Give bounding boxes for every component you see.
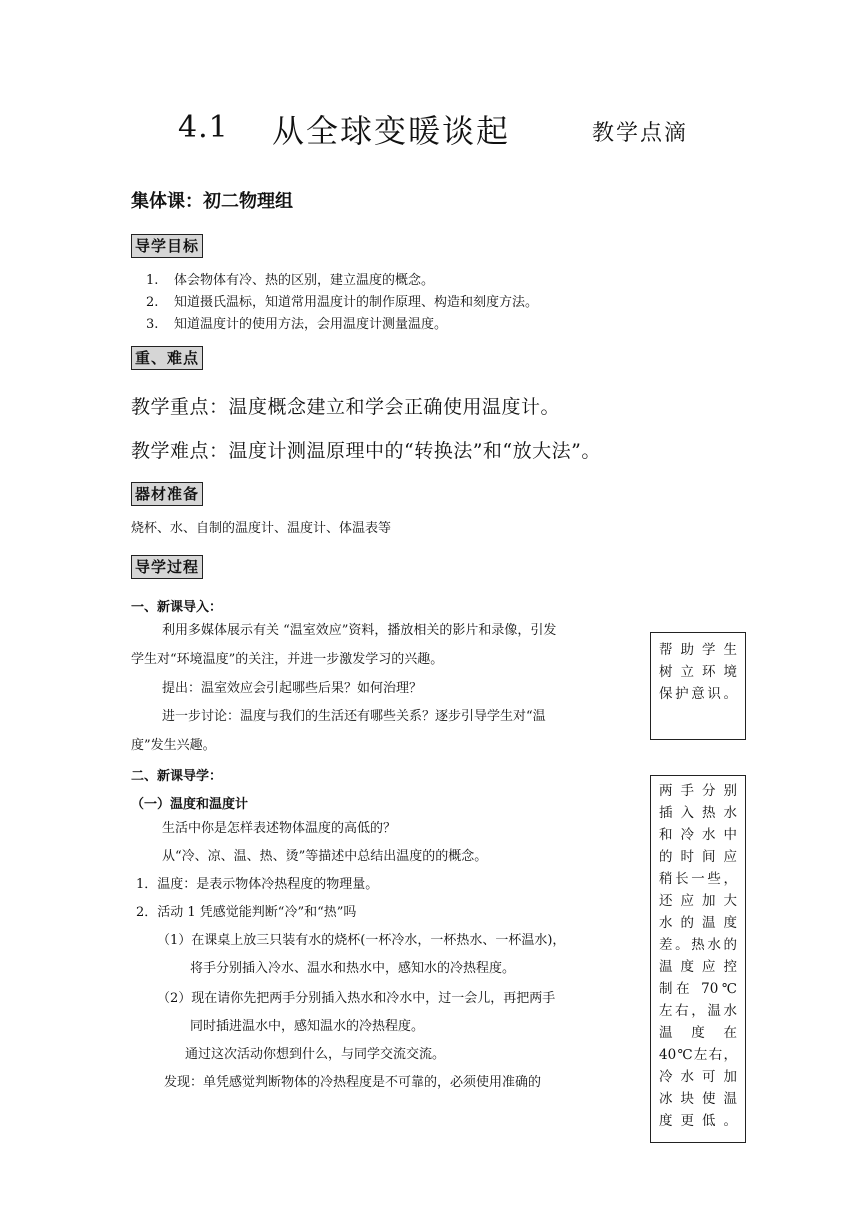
difficult-point: 教学难点：温度计测温原理中的“转换法”和“放大法”。 [131,440,601,462]
note-line: 温 度 在 [659,1025,737,1041]
note-line: 水的温度 [659,915,737,931]
note-line: 树立环境 [659,664,737,680]
note-line: 冰块使温 [659,1091,737,1107]
goal-text: 知道温度计的使用方法，会用温度计测量温度。 [174,317,448,332]
step-1: （1）在课桌上放三只装有水的烧杯(一杯冷水，一杯热水、一杯温水)， [157,933,566,948]
finding-text: 发现：单凭感觉判断物体的冷热程度是不可靠的，必须使用准确的 [164,1075,542,1090]
goal-item [146,316,447,334]
part1-question: 提出：温室效应会引起哪些后果？如何治理？ [162,681,423,696]
note-line: 冷水可加 [659,1069,737,1085]
part1-discussion: 度”发生兴趣。 [131,738,216,753]
lesson-subtitle: 教学点滴 [592,121,689,146]
discussion-prompt: 通过这次活动你想到什么，与同学交流交流。 [185,1047,446,1062]
note-line: 温度应控 [659,959,737,975]
sub1-question: 生活中你是怎样表述物体温度的高低的？ [162,821,397,836]
margin-note [650,632,746,740]
note-line: 制在 70℃ [659,981,737,997]
note-line: 两手分别 [659,783,737,799]
note-line: 稍长一些， [659,871,737,887]
part1-discussion: 进一步讨论：温度与我们的生活还有哪些关系？逐步引导学生对“温 [162,709,546,724]
note-line: 差。热水的 [659,937,737,953]
goal-number: 2. [146,295,159,310]
part1-paragraph: 学生对“环境温度”的关注，并进一步激发学习的兴趣。 [131,652,444,667]
sub1-summary: 从“冷、凉、温、热、烫”等描述中总结出温度的的概念。 [162,849,488,864]
part2-title: 二、新课导学： [131,769,223,784]
note-line: 保护意识。 [659,686,737,702]
item-activity: 2．活动 1 凭感觉能判断“冷”和“热”吗 [136,905,357,920]
materials-text: 烧杯、水、自制的温度计、温度计、体温表等 [131,521,392,536]
step-2: 同时插进温水中，感知温水的冷热程度。 [190,1019,425,1034]
item-temperature: 1．温度：是表示物体冷热程度的物理量。 [136,877,379,892]
goal-text: 知道摄氏温标，知道常用温度计的制作原理、构造和刻度方法。 [174,295,539,310]
note-line: 还应加大 [659,893,737,909]
part1-title: 一、新课导入： [131,600,223,615]
step-1: 将手分别插入冷水、温水和热水中，感知水的冷热程度。 [190,961,516,976]
note-line: 和冷水中 [659,827,737,843]
key-heading: 重、难点 [131,346,203,370]
note-line: 左右，温水 [659,1003,737,1019]
note-line: 40℃左右， [659,1047,737,1063]
part1-paragraph: 利用多媒体展示有关 “温室效应”资料，播放相关的影片和录像，引发 [162,623,557,638]
step-2: （2）现在请你先把两手分别插入热水和冷水中，过一会儿，再把两手 [157,991,556,1006]
sub1-title: （一）温度和温度计 [131,797,249,812]
margin-note [650,775,746,1143]
process-heading: 导学过程 [131,555,203,579]
lesson-title: 从全球变暖谈起 [272,112,511,150]
goal-item [146,294,538,312]
goal-number: 1. [146,273,159,288]
note-line: 度更低。 [659,1113,737,1129]
lesson-number: 4.1 [178,110,229,145]
note-line: 的时间应 [659,849,737,865]
goals-heading: 导学目标 [131,234,203,258]
key-point: 教学重点：温度概念建立和学会正确使用温度计。 [131,396,561,418]
group-label: 集体课：初二物理组 [131,191,293,212]
goal-number: 3. [146,317,159,332]
note-line: 帮助学生 [659,642,737,658]
note-line: 插入热水 [659,805,737,821]
goal-text: 体会物体有冷、热的区别，建立温度的概念。 [174,273,435,288]
goal-item [146,272,434,290]
materials-heading: 器材准备 [131,482,203,506]
